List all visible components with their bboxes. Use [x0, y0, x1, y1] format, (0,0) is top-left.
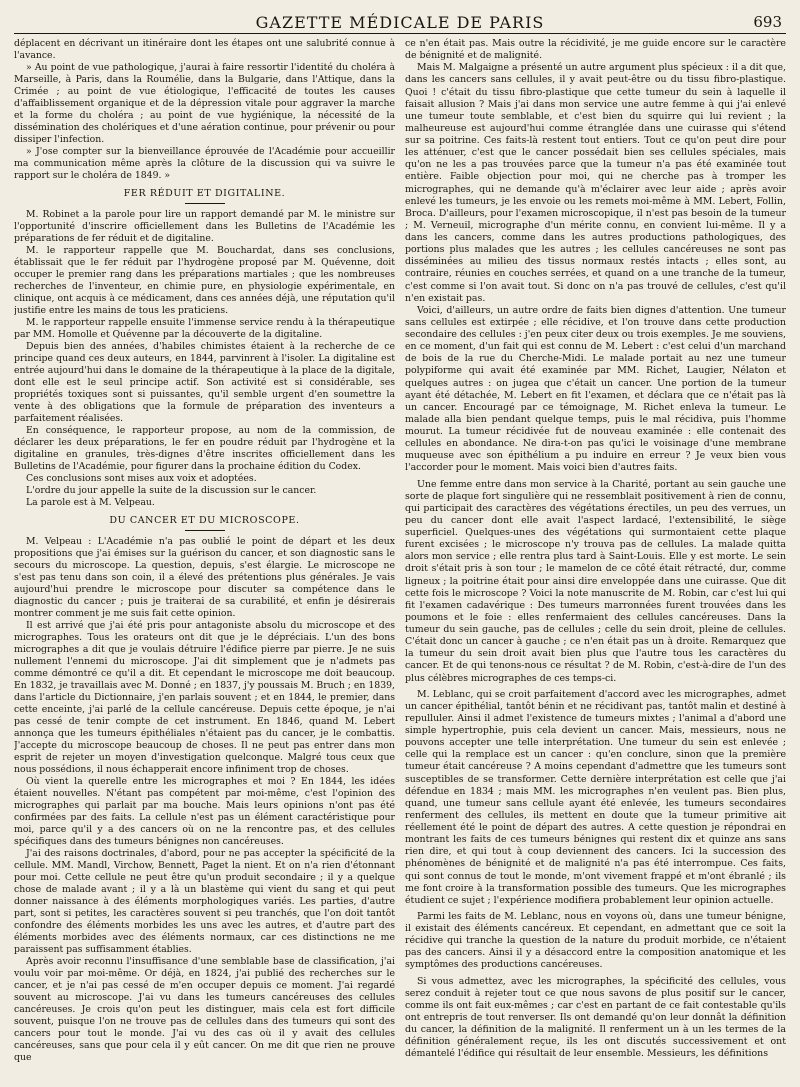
paragraph: Où vient la querelle entre les micrographes et moi ? En 1844, les idées étaient nouvelles. N'étant pas compétent par moi-même, c'est l'opinion des micrographes qui parlait par ma bouche. Mais leurs opinions n'ont pas été confirmées par des faits. La cellule n'est pas un élément caractéristique pour moi, parce qu'il y a des cancers où on ne la rencontre pas, et des cellules spécifiques dans des tumeurs bénignes non cancéreuses.: [14, 776, 395, 847]
paragraph: Depuis bien des années, d'habiles chimistes étaient à la recherche de ce principe quand ces deux auteurs, en 1844, parvinrent à l'isoler. La digitaline est entrée aujourd'hui dans le domaine de la thérapeutique à la place de la digitale, dont elle est le seul principe actif. Son activité est si considérable, ses propriétés toxiques sont si puissantes, qu'il semble urgent d'en soumettre la vente à des obligations que la formule de préparation des inventeurs a parfaitement réalisées.: [14, 341, 395, 424]
paragraph: Voici, d'ailleurs, un autre ordre de faits bien dignes d'attention. Une tumeur sans cellules est extirpée ; elle récidive, et l'on trouve dans cette production secondaire des cellules : j'en peux citer deux ou trois exemples. Je me souviens, en ce moment, d'un fait qui est connu de M. Lebert : c'est celui d'un marchand de bois de la rue du Cherche-Midi. Le malade portait au nez une tumeur polypiforme qui avait été examinée par MM. Richet, Laugier, Nélaton et quelques autres : on jugea que c'était un cancer. Une portion de la tumeur ayant été détachée, M. Lebert en fit l'examen, et déclara que ce n'était pas là un cancer. Encouragé par ce témoignage, M. Richet enleva la tumeur. Le malade alla bien pendant quelque temps, puis le mal récidiva, puis l'homme mourut. La tumeur récidivée fut de nouveau examinée : elle contenait des cellules en abondance. Ne dira-t-on pas qu'ici le voisinage d'une membrane muqueuse avec son épithélium a pu induire en erreur ? Je veux bien vous l'accorder pour le moment. Mais voici bien d'autres faits.: [405, 304, 786, 474]
paragraph: » Au point de vue pathologique, j'aurai à faire ressortir l'identité du choléra à Marseille, à Paris, dans la Roumélie, dans la Bulgarie, dans l'Attique, dans la Crimée ; au point de vue étiologique, l'efficacité de toutes les causes d'affaiblissement organique et de la dépression vitale pour aggraver la marche et la forme du choléra ; au point de vue hygiénique, la nécessité de la dissémination des cholériques et d'une aération continue, pour prévenir ou pour dissiper l'infection.: [14, 62, 395, 145]
page-number: 693: [753, 13, 782, 31]
section-heading: DU CANCER ET DU MICROSCOPE.: [14, 515, 395, 531]
paragraph: La parole est à M. Velpeau.: [26, 497, 155, 508]
paragraph: » J'ose compter sur la bienveillance éprouvée de l'Académie pour accueillir ma communication même après la clôture de la discussion qui va suivre le rapport sur le choléra de 1849. »: [14, 146, 395, 181]
paragraph: M. Velpeau : L'Académie n'a pas oublié le point de départ et les deux propositions que j'ai émises sur la guérison du cancer, et son diagnostic sans le secours du microscope. La question, depuis, s'est élargie. Le microscope ne s'est pas tenu dans son coin, il a élevé des prétentions plus générales. Je vais aujourd'hui prendre le microscope pour discuter sa compétence dans le diagnostic du cancer ; puis je traiterai de sa curabilité, et enfin je désirerais montrer comment je me suis fait cette opinion.: [14, 536, 395, 619]
paragraph: L'ordre du jour appelle la suite de la discussion sur le cancer.: [26, 485, 317, 496]
paragraph: Parmi les faits de M. Leblanc, nous en voyons où, dans une tumeur bénigne, il existait des éléments cancéreux. Et cependant, en admettant que ce soit la récidive qui tranche la question de la nature du produit morbide, ce n'étaient pas des cancers. Ainsi il y a désaccord entre la composition anatomique et les symptômes des productions cancéreuses.: [405, 910, 786, 971]
paragraph: déplacent en décrivant un itinéraire dont les étapes ont une salubrité connue à l'avance.: [14, 38, 395, 61]
text-columns: [14, 38, 786, 1083]
paragraph: En conséquence, le rapporteur propose, au nom de la commission, de déclarer les deux préparations, le fer en poudre réduit par l'hydrogène et la digitaline en granules, très-dignes d'être inscrites officiellement dans les Bulletins de l'Académie, pour figurer dans la prochaine édition du Codex.: [14, 425, 395, 472]
page-header: [14, 10, 786, 34]
paragraph: Ces conclusions sont mises aux voix et adoptées.: [26, 473, 257, 484]
journal-title: GAZETTE MÉDICALE DE PARIS: [255, 13, 545, 32]
paragraph: M. le rapporteur rappelle ensuite l'immense service rendu à la thérapeutique par MM. Homolle et Quévenne par la découverte de la digitaline.: [14, 317, 395, 340]
paragraph: Après avoir reconnu l'insuffisance d'une semblable base de classification, j'ai voulu voir par moi-même. Or déjà, en 1824, j'ai publié des recherches sur le cancer, et je n'ai pas cessé de m'en occuper depuis ce moment. J'ai regardé souvent au microscope. J'ai vu dans les tumeurs cancéreuses des cellules cancéreuses. Je crois qu'on peut les distinguer, mais cela est fort difficile souvent, puisque l'on ne trouve pas de cellules dans des tumeurs qui sont des cancers pour tout le monde. J'ai vu des cas où il y avait des cellules cancéreuses, sans que pour cela il y eût cancer. On me dit que rien ne prouve que: [14, 956, 395, 1063]
section-heading: FER RÉDUIT ET DIGITALINE.: [14, 188, 395, 204]
paragraph: ce n'en était pas. Mais outre la récidivité, je me guide encore sur le caractère de bénignité et de malignité.: [405, 38, 786, 62]
paragraph: J'ai des raisons doctrinales, d'abord, pour ne pas accepter la spécificité de la cellule. MM. Mandl, Virchow, Bennett, Paget la nient. Et on n'a rien d'étonnant pour moi. Cette cellule ne peut être qu'un produit secondaire ; il y a quelque chose de malade avant ; il y a là un blastème qui vient du sang et qui peut donner naissance à des éléments morphologiques variés. Les parties, d'autre part, sont si petites, les caractères souvent si peu tranchés, que l'on doit tantôt confondre des éléments morbides les uns avec les autres, et d'autre part des éléments morbides avec des éléments normaux, car ces distinctions ne me paraissent pas suffisamment établies.: [14, 848, 395, 955]
right-column: [405, 38, 786, 1083]
paragraph: M. Robinet a la parole pour lire un rapport demandé par M. le ministre sur l'opportunité d'inscrire officiellement dans les Bulletins de l'Académie les préparations de fer réduit et de digitaline.: [14, 209, 395, 244]
left-column: [14, 38, 395, 1083]
paragraph: Si vous admettez, avec les micrographes, la spécificité des cellules, vous serez conduit à rejeter tout ce que nous savons de plus positif sur le cancer, comme ils ont fait eux-mêmes ; car c'est en partant de ce fait contestable qu'ils ont entrepris de tout renverser. Ils ont demandé qu'on leur donnât la définition du cancer, la définition de la malignité. Il renferment un à un les termes de la définition généralement reçue, ils les ont discutés successivement et ont démantelé l'édifice qui résultait de leur ensemble. Messieurs, les définitions: [405, 975, 786, 1060]
paragraph: Mais M. Malgaigne a présenté un autre argument plus spécieux : il a dit que, dans les cancers sans cellules, il y avait peut-être ou du tissu fibro-plastique. Quoi ! c'était du tissu fibro-plastique que cette tumeur du sein à laquelle il faisait allusion ? Mais j'ai dans mon service une autre femme à qui j'ai enlevé une tumeur toute semblable, et c'est bien du squirre qui lui revient ; la malheureuse est aujourd'hui comme étranglée dans une cuirasse qui s'étend sur sa poitrine. Ces faits-là restent tout entiers. Tout ce qu'on peut dire pour les atténuer, c'est que le cancer possédait bien ses cellules spéciales, mais qu'on ne les a pas trouvées parce que la tumeur n'a pas été examinée tout entière. Faible objection pour moi, qui ne cherche pas à tromper les micrographes, qui ne demande qu'à m'éclairer avec leur aide ; après avoir enlevé les tumeurs, je les envoie ou les remets moi-même à MM. Lebert, Follin, Broca. D'ailleurs, pour l'examen microscopique, il n'est pas besoin de la tumeur ; M. Verneuil, micrographe d'un mérite connu, en convient lui-même. Il y a dans les cancers, comme dans les autres productions pathologiques, des portions plus malades que les autres ; les cellules cancéreuses ne sont pas disséminées au milieu des tissus normaux restés intacts ; elles sont, au contraire, réunies en couches serrées, et quand on a une tranche de la tumeur, c'est comme si l'on avait tout. Si donc on n'a pas trouvé de cellules, c'est qu'il n'en existait pas.: [405, 62, 786, 304]
paragraph: M. Leblanc, qui se croit parfaitement d'accord avec les micrographes, admet un cancer épithélial, tantôt bénin et ne récidivant pas, tantôt malin et destiné à repulluler. Ainsi il admet l'existence de tumeurs mixtes ; l'animal a d'abord une simple hypertrophie, puis cela devient un cancer. Mais, messieurs, nous ne pouvons accepter une telle interprétation. Une tumeur du sein est enlevée ; celle qui la remplace est un cancer : qu'en conclure, sinon que la première tumeur était cancéreuse ? A moins cependant d'admettre que les tumeurs sont susceptibles de se transformer. Cette dernière interprétation est celle que j'ai défendue en 1834 ; mais MM. les micrographes n'en veulent pas. Bien plus, quand, une tumeur sans cellule ayant été enlevée, les tumeurs secondaires renferment des cellules, ils mettent en doute que la tumeur primitive ait réellement été le point de départ des autres. A cette question je répondrai en montrant les faits de ces tumeurs bénignes qui restent dix et quinze ans sans rien dire, et qui tout à coup deviennent des cancers. Ici la succession des phénomènes de bénignité et de malignité n'a pas été interrompue. Ces faits, qui sont connus de tout le monde, m'ont vivement frappé et m'ont ébranlé ; ils me font croire à la transformation possible des tumeurs. Que les micrographes étudient ce sujet ; l'expérience modifiera probablement leur opinion actuelle.: [405, 688, 786, 906]
paragraph: M. le rapporteur rappelle que M. Bouchardat, dans ses conclusions, établissait que le fer réduit par l'hydrogène proposé par M. Quévenne, doit occuper le premier rang dans les préparations martiales ; que les nombreuses recherches de l'inventeur, en chimie pure, en physiologie expérimentale, en clinique, ont acquis à ce médicament, dans ces années déjà, une réputation qu'il justifie entre les mains de tous les praticiens.: [14, 245, 395, 316]
paragraph: Il est arrivé que j'ai été pris pour antagoniste absolu du microscope et des micrographes. Tous les orateurs ont dit que je le dépréciais. L'un des bons micrographes a dit que je voulais détruire l'édifice pierre par pierre. Je ne suis nullement l'ennemi du microscope. J'ai dit simplement que je n'admets pas comme démontré ce qu'il a dit. Et cependant le microscope me doit beaucoup. En 1832, je travaillais avec M. Donné ; en 1837, j'y poussais M. Bruch ; en 1839, dans l'article du Dictionnaire, j'en parlais souvent ; et en 1844, le premier, dans cette enceinte, j'ai parlé de la cellule cancéreuse. Depuis cette époque, je n'ai pas cessé de tenir compte de cet instrument. En 1846, quand M. Lebert annonça que les tumeurs épithéliales n'étaient pas du cancer, je le combattis. J'accepte du microscope beaucoup de choses. Il ne peut pas entrer dans mon esprit de rejeter un moyen d'investigation quelconque. Malgré tous ceux que nous possédions, il nous échapperait encore infiniment trop de choses.: [14, 620, 395, 775]
paragraph: Une femme entre dans mon service à la Charité, portant au sein gauche une sorte de plaque fort singulière qui ne ressemblait positivement à rien de connu, qui participait des caractères des végétations érectiles, un peu des verrues, un peu du cancer dont elle avait l'aspect lardacé, l'extensibilité, le siège superficiel. Quelques-unes des végétations qui surmontaient cette plaque furent excisées ; le microscope n'y trouva pas de cellules. La malade quitta alors mon service ; elle rentra plus tard à Saint-Louis. Elle y est morte. Le sein droit s'était pris à son tour ; le mamelon de ce côté était rétracté, dur, comme ligneux ; la poitrine était pour ainsi dire enveloppée dans une cuirasse. Que dit cette fois le microscope ? Voici la note manuscrite de M. Robin, car c'est lui qui fit l'examen cadavérique : Des tumeurs marronnées furent trouvées dans les poumons et le foie : elles renfermaient des cellules cancéreuses. Dans la tumeur du sein gauche, pas de cellules ; celle du sein droit, pleine de cellules. C'était donc un cancer à gauche ; ce n'en était pas un à droite. Remarquez que la tumeur du sein droit avait bien plus que l'autre tous les caractères du cancer. Et de qui tenons-nous ce résultat ? de M. Robin, c'est-à-dire de l'un des plus célèbres micrographes de ces temps-ci.: [405, 478, 786, 684]
